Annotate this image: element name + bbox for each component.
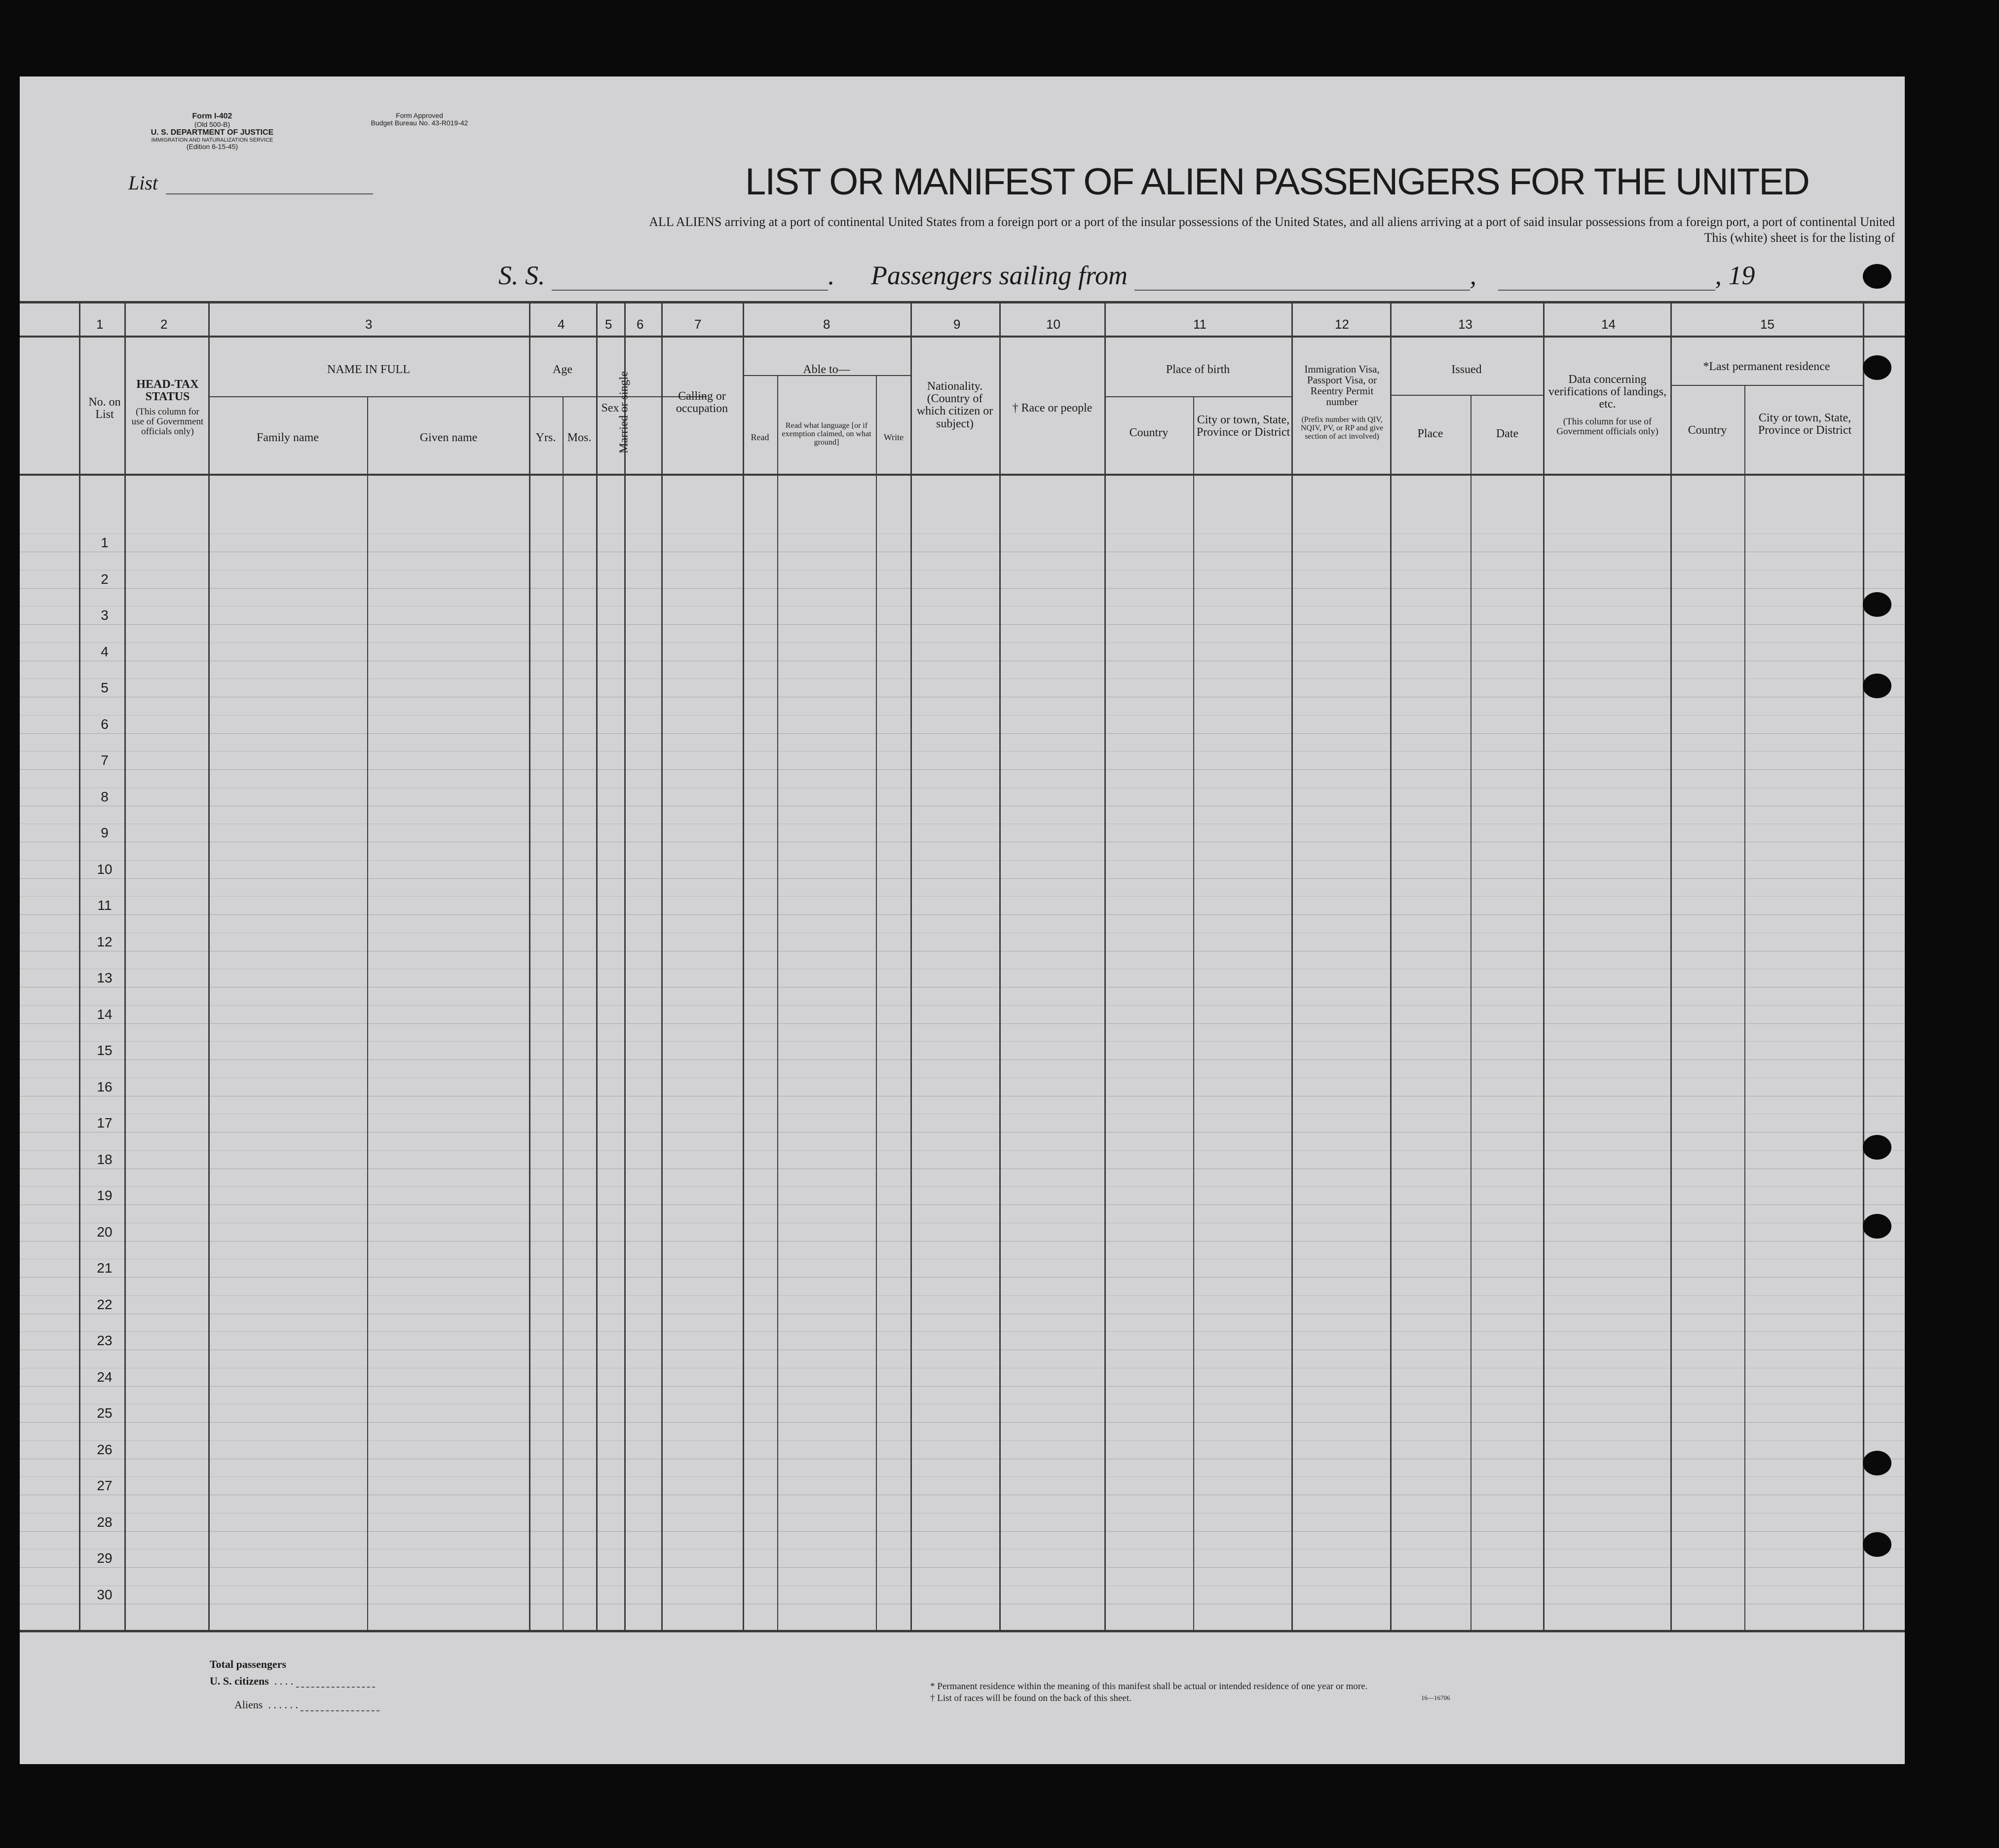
row-half-line: [20, 1476, 1905, 1477]
sailing-label: Passengers sailing from: [871, 261, 1128, 290]
row-number: 20: [97, 1224, 113, 1240]
col-line: [1670, 303, 1672, 1631]
header-data-note: (This column for use of Government officials only): [1556, 416, 1659, 437]
row-half-line: [20, 1041, 1905, 1042]
list-label: List: [128, 172, 158, 194]
row-number: 1: [101, 535, 109, 550]
header-last-residence: *Last permanent residence: [1703, 360, 1830, 373]
row-number: 10: [97, 861, 113, 877]
col-line: [1291, 303, 1293, 1631]
col-line: [529, 303, 530, 1631]
punch-hole: [1863, 1135, 1891, 1160]
row-number: 6: [101, 716, 109, 732]
col-line: [208, 303, 210, 1631]
row-line: [20, 1531, 1905, 1532]
footnote-permanent-residence: * Permanent residence within the meaning of this manifest shall be actual or intended residence of one year or more.: [930, 1681, 1368, 1692]
col-line: [124, 303, 126, 1631]
ship-name-blank[interactable]: [552, 290, 828, 291]
col-line: [1193, 396, 1194, 1631]
header-residence-city: City or town, State, Province or District: [1758, 412, 1852, 437]
header-able-to: Able to—: [803, 363, 850, 376]
row-half-line: [20, 715, 1905, 716]
col-line: [777, 375, 778, 1631]
header-calling: Calling or occupation: [676, 390, 728, 415]
service: IMMIGRATION AND NATURALIZATION SERVICE: [151, 137, 273, 143]
col-line: [876, 375, 877, 1631]
col-line: [624, 303, 626, 1631]
row-number: 7: [101, 753, 109, 768]
header-race: † Race or people: [1012, 402, 1093, 415]
col-number: 12: [1335, 317, 1349, 332]
footnote-races: † List of races will be found on the back of this sheet.: [930, 1693, 1132, 1703]
row-line: [20, 1241, 1905, 1242]
row-line: [20, 878, 1905, 879]
old-form: (Old 500-B): [194, 120, 230, 128]
col-number: 11: [1193, 317, 1207, 332]
col-number: 13: [1458, 317, 1472, 332]
total-passengers-label: Total passengers: [210, 1658, 287, 1670]
col-number: 14: [1601, 317, 1616, 332]
col-number: 2: [160, 317, 168, 332]
header-mos: Mos.: [567, 431, 592, 444]
us-citizens-blank[interactable]: [296, 1687, 375, 1688]
row-number: 16: [97, 1079, 113, 1094]
department: U. S. DEPARTMENT OF JUSTICE: [151, 128, 274, 137]
header-visa-note: (Prefix number with QIV, NQIV, PV, or RP and give section of act involved): [1300, 415, 1384, 441]
row-half-line: [20, 1585, 1905, 1586]
col-line: [563, 396, 564, 1631]
col-line: [1863, 303, 1864, 1631]
approval-line2: Budget Bureau No. 43-R019-42: [371, 119, 468, 127]
row-line: [20, 1567, 1905, 1568]
col-line: [1744, 385, 1745, 1631]
page-title: LIST OR MANIFEST OF ALIEN PASSENGERS FOR THE UNITED: [745, 161, 1809, 203]
punch-hole: [1863, 1532, 1891, 1557]
row-number: 23: [97, 1333, 113, 1348]
col-line: [1543, 303, 1545, 1631]
row-line: [20, 1422, 1905, 1423]
header-immigration-visa: Immigration Visa, Passport Visa, or Reentry Permit number: [1304, 363, 1380, 408]
row-number: 21: [97, 1260, 113, 1276]
birth-subrule: [1104, 396, 1292, 397]
col-line: [999, 303, 1001, 1631]
header-no-on-list: No. on List: [88, 396, 121, 421]
row-number: 3: [101, 607, 109, 623]
year-prefix: 19: [1728, 261, 1755, 290]
row-line: [20, 588, 1905, 589]
col-line: [367, 396, 368, 1631]
print-code: 16—16706: [1421, 1694, 1450, 1701]
form-number: Form I-402: [192, 112, 232, 120]
col-number: 7: [694, 317, 702, 332]
name-subrule: [208, 396, 707, 397]
col-line: [79, 303, 80, 1631]
header-number-rule: [20, 336, 1905, 338]
form-block: [118, 112, 306, 151]
us-citizens-label: U. S. citizens: [210, 1675, 269, 1687]
header-issued: Issued: [1451, 363, 1482, 376]
row-half-line: [20, 751, 1905, 752]
edition: (Edition 6-15-45): [186, 142, 238, 151]
issued-subrule: [1390, 395, 1543, 396]
header-nationality: Nationality. (Country of which citizen or subject): [916, 380, 993, 430]
col-number: 5: [605, 317, 612, 332]
manifest-sheet: [20, 76, 1905, 1764]
col-line: [1390, 303, 1392, 1631]
table-bottom-rule: [20, 1630, 1905, 1632]
header-age: Age: [553, 363, 572, 376]
header-name-in-full: NAME IN FULL: [327, 363, 410, 376]
header-head-tax: HEAD-TAX STATUS: [136, 378, 199, 404]
row-half-line: [20, 896, 1905, 897]
col-line: [910, 303, 912, 1631]
header-head-tax-note: (This column for use of Government officials only): [131, 407, 204, 437]
header-family-name: Family name: [257, 431, 319, 444]
row-half-line: [20, 1331, 1905, 1332]
row-line: [20, 914, 1905, 915]
list-blank[interactable]: [166, 193, 373, 194]
header-given-name: Given name: [419, 431, 478, 444]
row-number: 13: [97, 970, 113, 985]
col-line: [1104, 303, 1106, 1631]
row-number: 11: [97, 898, 112, 913]
row-half-line: [20, 533, 1905, 534]
approval-block: [336, 112, 503, 127]
header-write: Write: [883, 432, 904, 442]
row-number: 18: [97, 1151, 113, 1167]
col-number: 15: [1760, 317, 1774, 332]
col-number: 10: [1046, 317, 1060, 332]
col-number: 1: [96, 317, 104, 332]
row-line: [20, 1023, 1905, 1024]
ss-label: S. S.: [498, 261, 545, 290]
header-residence-country: Country: [1688, 424, 1727, 437]
row-number: 24: [97, 1369, 113, 1385]
row-number: 4: [101, 643, 109, 659]
aliens-label: Aliens: [234, 1698, 263, 1711]
row-number: 25: [97, 1405, 113, 1421]
row-half-line: [20, 1186, 1905, 1187]
row-half-line: [20, 1295, 1905, 1296]
aliens-blank[interactable]: [301, 1710, 379, 1711]
row-half-line: [20, 1150, 1905, 1151]
punch-hole: [1863, 674, 1891, 698]
row-line: [20, 1386, 1905, 1387]
header-read: Read: [751, 432, 769, 442]
row-number: 29: [97, 1550, 113, 1566]
header-married-or-single: Married or single: [617, 371, 631, 453]
row-number: 14: [97, 1006, 113, 1022]
row-number: 22: [97, 1296, 113, 1312]
col-number: 4: [558, 317, 565, 332]
row-number: 2: [101, 571, 109, 587]
row-line: [20, 733, 1905, 734]
col-number: 6: [637, 317, 644, 332]
header-top-rule: [20, 301, 1905, 303]
header-read-language: Read what language [or if exemption claimed, on what ground]: [782, 421, 871, 447]
ship-line: S. S. . Passengers sailing from , , 19: [498, 261, 1755, 290]
header-data-concerning: Data concerning verifications of landings, etc.: [1548, 373, 1667, 411]
approval-line1: Form Approved: [396, 112, 443, 119]
us-citizens-dots: . . . .: [271, 1675, 294, 1687]
col-number: 3: [365, 317, 373, 332]
subtitle-line2: This (white) sheet is for the listing of: [1704, 230, 1895, 245]
row-line: [20, 624, 1905, 625]
punch-hole: [1863, 1214, 1891, 1239]
punch-hole: [1863, 264, 1891, 289]
date-blank[interactable]: [1498, 290, 1715, 291]
port-blank[interactable]: [1134, 290, 1470, 291]
header-sex: Sex: [601, 402, 619, 415]
row-half-line: [20, 860, 1905, 861]
header-birth-city: City or town, State, Province or District: [1196, 414, 1290, 439]
row-number: 8: [101, 789, 109, 804]
row-number: 28: [97, 1514, 113, 1530]
header-yrs: Yrs.: [535, 431, 556, 444]
row-number: 26: [97, 1441, 113, 1457]
us-citizens-row: [210, 1675, 379, 1688]
punch-hole: [1863, 1451, 1891, 1475]
header-place-of-birth: Place of birth: [1166, 363, 1230, 376]
row-line: [20, 1277, 1905, 1278]
row-number: 19: [97, 1188, 113, 1203]
row-half-line: [20, 642, 1905, 643]
row-line: [20, 769, 1905, 770]
row-number: 17: [97, 1115, 113, 1131]
row-number: 12: [97, 934, 113, 949]
aliens-dots: . . . . . .: [265, 1698, 298, 1711]
row-half-line: [20, 1005, 1905, 1006]
col-number: 8: [823, 317, 830, 332]
aliens-row: [210, 1698, 379, 1711]
residence-subrule: [1670, 385, 1863, 386]
row-number: 15: [97, 1043, 113, 1058]
totals-block: [210, 1658, 379, 1711]
col-line: [596, 303, 598, 1631]
col-line: [743, 303, 744, 1631]
row-line: [20, 1059, 1905, 1060]
punch-hole: [1863, 355, 1891, 380]
header-issued-place: Place: [1417, 427, 1443, 440]
header-issued-date: Date: [1496, 427, 1519, 440]
row-number: 30: [97, 1586, 113, 1602]
row-number: 27: [97, 1478, 113, 1493]
header-birth-country: Country: [1129, 426, 1169, 439]
punch-hole: [1863, 592, 1891, 617]
col-number: 9: [953, 317, 961, 332]
list-field[interactable]: [128, 171, 373, 194]
subtitle-line1: ALL ALIENS arriving at a port of continental United States from a foreign port or a port of the insular possessions of the United States, and all aliens arriving at a port of said insular possessions from a foreign port, a port of continental United: [649, 215, 1895, 229]
row-half-line: [20, 1440, 1905, 1441]
row-number: 9: [101, 825, 109, 840]
header-bottom-rule: [20, 474, 1905, 476]
row-number: 5: [101, 680, 109, 695]
col-line: [661, 303, 663, 1631]
